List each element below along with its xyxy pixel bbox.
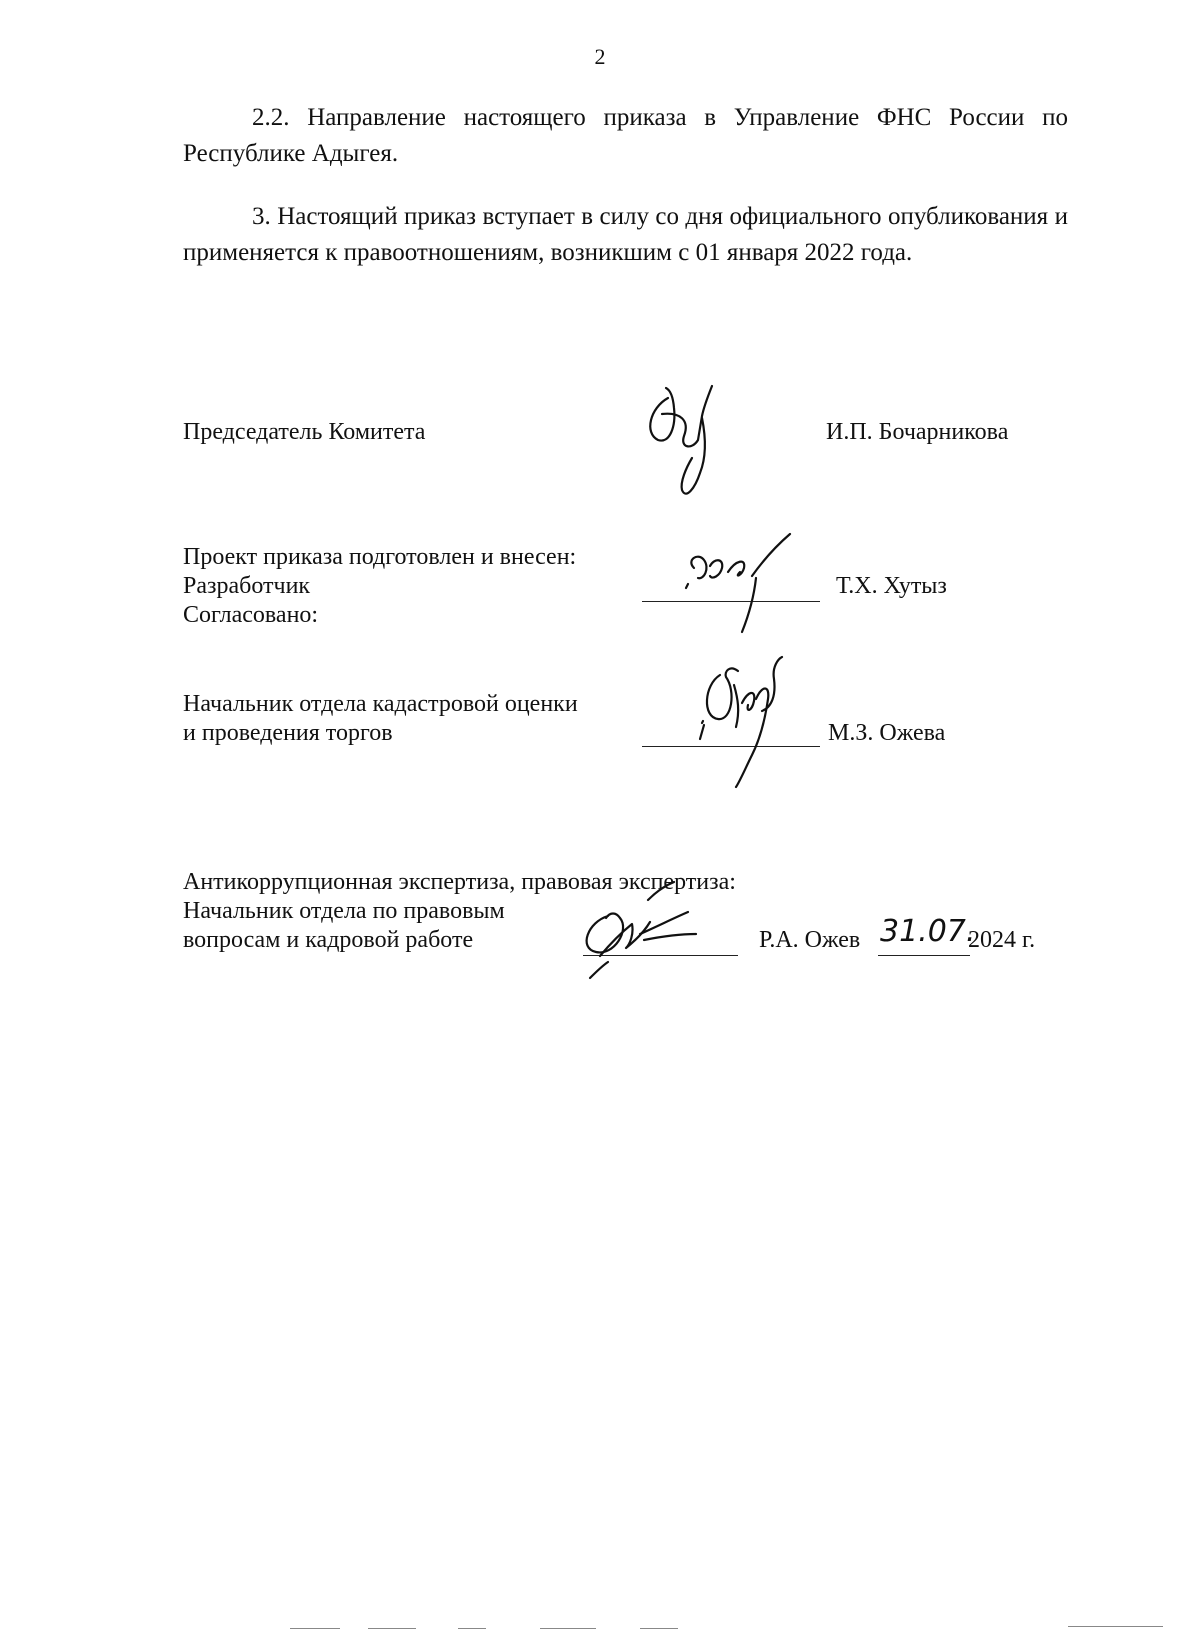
scan-mark	[458, 1628, 486, 1629]
legal-title-line1: Начальник отдела по правовым	[183, 898, 505, 924]
chairman-title: Председатель Комитета	[183, 419, 426, 445]
scan-mark	[1068, 1626, 1163, 1627]
legal-signature	[570, 878, 710, 988]
developer-label: Разработчик	[183, 573, 311, 599]
legal-date-line	[878, 955, 970, 956]
scan-mark	[640, 1628, 678, 1629]
legal-handwritten-date: 31.07.	[880, 914, 976, 949]
legal-name: Р.А. Ожев	[759, 927, 861, 953]
developer-signature	[680, 532, 810, 642]
legal-date-suffix: 2024 г.	[968, 927, 1036, 953]
scan-mark	[368, 1628, 416, 1629]
project-header: Проект приказа подготовлен и внесен:	[183, 544, 577, 570]
scan-mark	[290, 1628, 340, 1629]
cadastral-title-line2: и проведения торгов	[183, 720, 393, 746]
cadastral-name: М.З. Ожева	[828, 720, 946, 746]
legal-header: Антикоррупционная экспертиза, правовая экспертиза:	[183, 869, 736, 895]
paragraph-2-2: 2.2. Направление настоящего приказа в Управление ФНС России по Республике Адыгея.	[183, 104, 1068, 167]
agreed-label: Согласовано:	[183, 602, 319, 628]
cadastral-title-line1: Начальник отдела кадастровой оценки	[183, 691, 578, 717]
cadastral-signature	[690, 655, 810, 795]
page-number: 2	[594, 44, 606, 69]
chairman-name: И.П. Бочарникова	[826, 419, 1009, 445]
chairman-signature	[640, 378, 750, 503]
legal-title-line2: вопросам и кадровой работе	[183, 927, 474, 953]
developer-name: Т.Х. Хутыз	[836, 573, 947, 599]
paragraph-3: 3. Настоящий приказ вступает в силу со дня официального опубликования и применяется к правоотношениям, возникшим с 01 января 2022 года.	[183, 203, 1068, 266]
scan-mark	[540, 1628, 596, 1629]
